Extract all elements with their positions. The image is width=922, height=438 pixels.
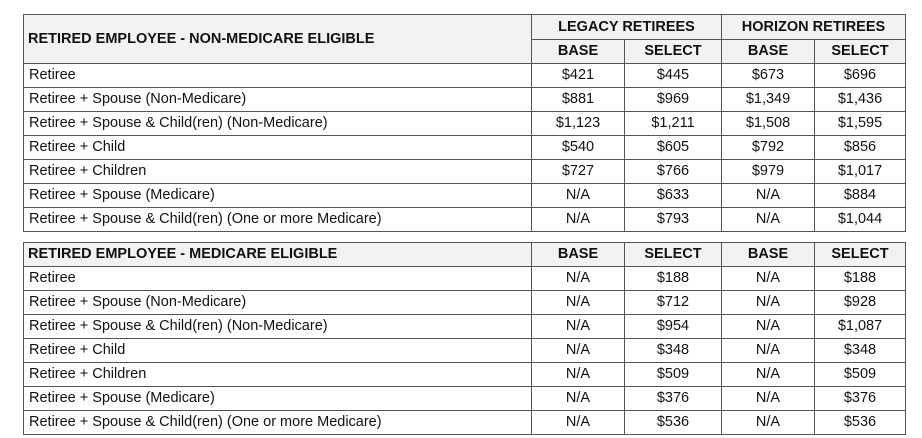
horizon-select-cell: $1,436 bbox=[815, 88, 906, 112]
legacy-base-cell: $727 bbox=[532, 160, 625, 184]
horizon-base-cell: $1,349 bbox=[722, 88, 815, 112]
legacy-base-cell: $421 bbox=[532, 64, 625, 88]
legacy-base-cell: N/A bbox=[532, 363, 625, 387]
legacy-base-cell: N/A bbox=[532, 208, 625, 232]
row-label: Retiree bbox=[24, 267, 532, 291]
row-label: Retiree + Spouse (Non-Medicare) bbox=[24, 291, 532, 315]
legacy-select-header: SELECT bbox=[625, 243, 722, 267]
horizon-select-cell: $188 bbox=[815, 267, 906, 291]
horizon-retirees-header: HORIZON RETIREES bbox=[722, 15, 906, 40]
horizon-base-cell: N/A bbox=[722, 267, 815, 291]
horizon-select-header: SELECT bbox=[815, 40, 906, 64]
horizon-select-cell: $1,087 bbox=[815, 315, 906, 339]
table-row bbox=[24, 339, 906, 363]
medicare-rates-table bbox=[23, 242, 906, 435]
row-label: Retiree + Spouse & Child(ren) (Non-Medicare) bbox=[24, 315, 532, 339]
legacy-retirees-header: LEGACY RETIREES bbox=[532, 15, 722, 40]
table-row bbox=[24, 88, 906, 112]
legacy-select-cell: $712 bbox=[625, 291, 722, 315]
legacy-select-cell: $605 bbox=[625, 136, 722, 160]
table-row bbox=[24, 184, 906, 208]
legacy-base-cell: N/A bbox=[532, 387, 625, 411]
legacy-base-cell: N/A bbox=[532, 267, 625, 291]
horizon-base-cell: N/A bbox=[722, 291, 815, 315]
legacy-select-cell: $969 bbox=[625, 88, 722, 112]
legacy-base-header: BASE bbox=[532, 40, 625, 64]
row-label: Retiree + Spouse (Medicare) bbox=[24, 184, 532, 208]
horizon-base-cell: N/A bbox=[722, 339, 815, 363]
legacy-select-cell: $1,211 bbox=[625, 112, 722, 136]
legacy-base-cell: N/A bbox=[532, 291, 625, 315]
legacy-base-header: BASE bbox=[532, 243, 625, 267]
row-label: Retiree + Spouse & Child(ren) (One or more Medicare) bbox=[24, 411, 532, 435]
horizon-base-header: BASE bbox=[722, 40, 815, 64]
row-label: Retiree + Child bbox=[24, 136, 532, 160]
horizon-base-cell: $673 bbox=[722, 64, 815, 88]
legacy-select-cell: $793 bbox=[625, 208, 722, 232]
non-medicare-rates-table bbox=[23, 14, 906, 232]
horizon-base-cell: $792 bbox=[722, 136, 815, 160]
row-label: Retiree + Spouse & Child(ren) (One or more Medicare) bbox=[24, 208, 532, 232]
horizon-select-cell: $1,017 bbox=[815, 160, 906, 184]
legacy-select-cell: $766 bbox=[625, 160, 722, 184]
horizon-base-cell: $979 bbox=[722, 160, 815, 184]
legacy-select-cell: $633 bbox=[625, 184, 722, 208]
table-row bbox=[24, 411, 906, 435]
legacy-base-cell: N/A bbox=[532, 184, 625, 208]
horizon-base-cell: N/A bbox=[722, 387, 815, 411]
table-row bbox=[24, 112, 906, 136]
table-row bbox=[24, 136, 906, 160]
horizon-base-cell: N/A bbox=[722, 363, 815, 387]
legacy-select-cell: $445 bbox=[625, 64, 722, 88]
row-label: Retiree + Children bbox=[24, 363, 532, 387]
horizon-select-cell: $509 bbox=[815, 363, 906, 387]
table-row bbox=[24, 291, 906, 315]
legacy-select-cell: $348 bbox=[625, 339, 722, 363]
horizon-select-cell: $348 bbox=[815, 339, 906, 363]
row-label: Retiree + Spouse (Non-Medicare) bbox=[24, 88, 532, 112]
horizon-select-cell: $856 bbox=[815, 136, 906, 160]
legacy-base-cell: $540 bbox=[532, 136, 625, 160]
horizon-select-cell: $1,595 bbox=[815, 112, 906, 136]
horizon-select-cell: $376 bbox=[815, 387, 906, 411]
legacy-select-cell: $954 bbox=[625, 315, 722, 339]
legacy-base-cell: $1,123 bbox=[532, 112, 625, 136]
horizon-base-cell: N/A bbox=[722, 411, 815, 435]
horizon-select-cell: $696 bbox=[815, 64, 906, 88]
table-row bbox=[24, 363, 906, 387]
horizon-select-cell: $928 bbox=[815, 291, 906, 315]
legacy-base-cell: N/A bbox=[532, 315, 625, 339]
horizon-select-cell: $536 bbox=[815, 411, 906, 435]
legacy-select-header: SELECT bbox=[625, 40, 722, 64]
legacy-select-cell: $376 bbox=[625, 387, 722, 411]
row-label: Retiree + Spouse & Child(ren) (Non-Medicare) bbox=[24, 112, 532, 136]
table-row bbox=[24, 64, 906, 88]
horizon-select-header: SELECT bbox=[815, 243, 906, 267]
horizon-select-cell: $1,044 bbox=[815, 208, 906, 232]
legacy-select-cell: $536 bbox=[625, 411, 722, 435]
row-label: Retiree + Spouse (Medicare) bbox=[24, 387, 532, 411]
table-row bbox=[24, 387, 906, 411]
section-title: RETIRED EMPLOYEE - MEDICARE ELIGIBLE bbox=[24, 243, 532, 267]
horizon-base-cell: N/A bbox=[722, 315, 815, 339]
horizon-select-cell: $884 bbox=[815, 184, 906, 208]
legacy-base-cell: $881 bbox=[532, 88, 625, 112]
table-row bbox=[24, 315, 906, 339]
horizon-base-cell: N/A bbox=[722, 208, 815, 232]
table-row bbox=[24, 160, 906, 184]
section-title: RETIRED EMPLOYEE - NON-MEDICARE ELIGIBLE bbox=[24, 15, 532, 64]
legacy-select-cell: $509 bbox=[625, 363, 722, 387]
row-label: Retiree + Children bbox=[24, 160, 532, 184]
horizon-base-cell: N/A bbox=[722, 184, 815, 208]
table-row bbox=[24, 267, 906, 291]
table-row bbox=[24, 208, 906, 232]
legacy-base-cell: N/A bbox=[532, 339, 625, 363]
legacy-base-cell: N/A bbox=[532, 411, 625, 435]
row-label: Retiree bbox=[24, 64, 532, 88]
legacy-select-cell: $188 bbox=[625, 267, 722, 291]
horizon-base-header: BASE bbox=[722, 243, 815, 267]
row-label: Retiree + Child bbox=[24, 339, 532, 363]
horizon-base-cell: $1,508 bbox=[722, 112, 815, 136]
